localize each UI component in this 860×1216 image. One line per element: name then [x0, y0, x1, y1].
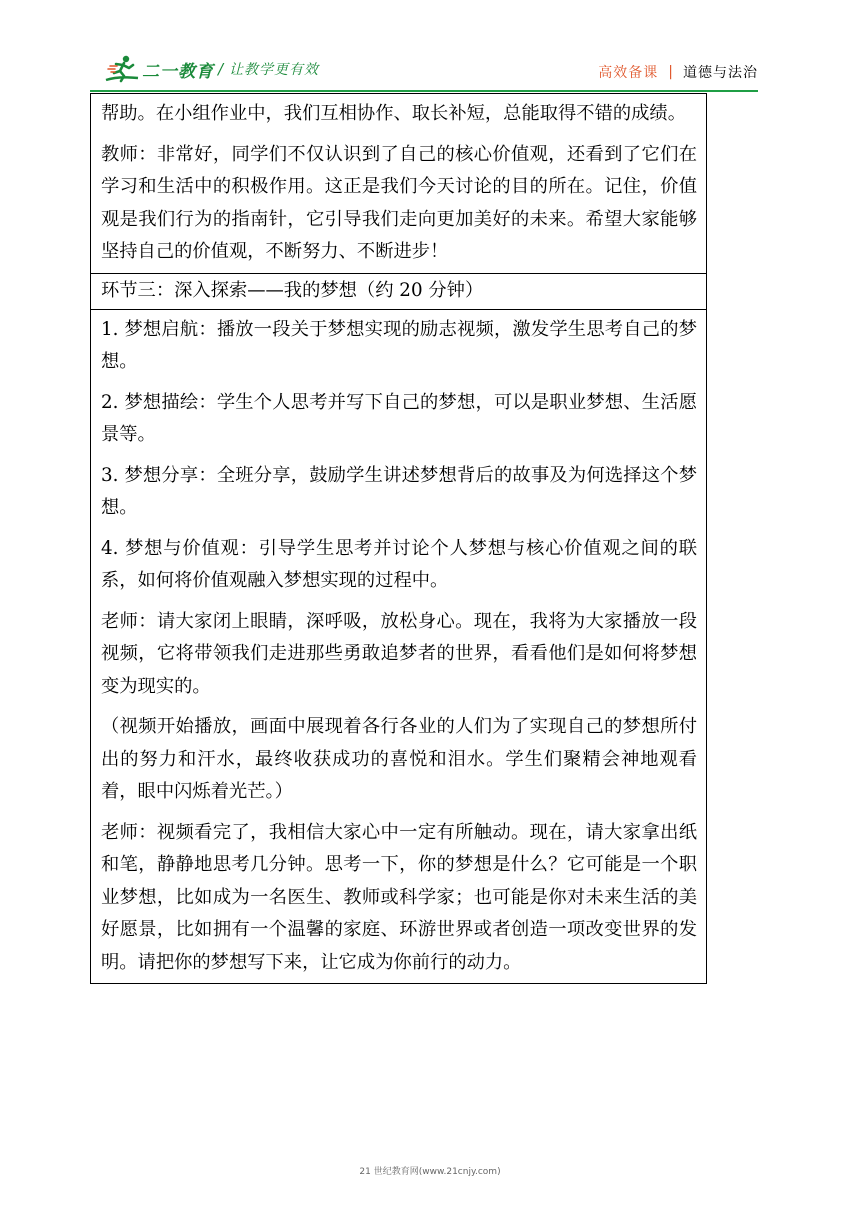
brand-slogan: 让教学更有效 — [229, 62, 320, 78]
brand-logo[interactable] — [104, 54, 319, 84]
header-tags — [598, 62, 758, 82]
header-divider-line — [90, 90, 758, 92]
page-footer: 21 世纪教育网(www.21cnjy.com) — [359, 1167, 501, 1177]
header-separator: | — [668, 64, 673, 80]
paragraph: 教师：非常好，同学们不仅认识到了自己的核心价值观，还看到了它们在学习和生活中的积极作用。这正是我们今天讨论的目的所在。记住，价值观是我们行为的指南针，它引导我们走向更加美好的未来。希望大家能够坚持自己的价值观，不断努力、不断进步！ — [101, 143, 697, 262]
activity-item: 1. 梦想启航：播放一段关于梦想实现的励志视频，激发学生思考自己的梦想。 — [101, 318, 697, 372]
table-row — [91, 94, 707, 274]
table-cell-activities — [91, 309, 707, 984]
brand-divider: / — [218, 60, 224, 78]
table-row — [91, 309, 707, 984]
paragraph: 老师：请大家闭上眼睛，深呼吸，放松身心。现在，我将为大家播放一段视频，它将带领我们走进那些勇敢追梦者的世界，看看他们是如何将梦想变为现实的。 — [101, 610, 697, 697]
activity-item: 4. 梦想与价值观：引导学生思考并讨论个人梦想与核心价值观之间的联系，如何将价值观融入梦想实现的过程中。 — [101, 537, 697, 591]
subject-tag: 道德与法治 — [683, 65, 758, 81]
lesson-plan-table — [90, 93, 707, 984]
table-cell-discussion — [91, 94, 707, 274]
course-tag: 高效备课 — [598, 65, 659, 81]
activity-item: 2. 梦想描绘：学生个人思考并写下自己的梦想，可以是职业梦想、生活愿景等。 — [101, 391, 697, 445]
activity-item: 3. 梦想分享：全班分享，鼓励学生讲述梦想背后的故事及为何选择这个梦想。 — [101, 464, 697, 518]
page-header — [90, 50, 758, 92]
brand-name: 二一教育 — [142, 61, 214, 82]
table-row — [91, 273, 707, 309]
paragraph: 帮助。在小组作业中，我们互相协作、取长补短，总能取得不错的成绩。 — [101, 103, 686, 124]
runner-icon — [104, 54, 140, 84]
paragraph: （视频开始播放，画面中展现着各行各业的人们为了实现自己的梦想所付出的努力和汗水，最终收获成功的喜悦和泪水。学生们聚精会神地观看着，眼中闪烁着光芒。） — [101, 716, 697, 802]
paragraph: 老师：视频看完了，我相信大家心中一定有所触动。现在，请大家拿出纸和笔，静静地思考几分钟。思考一下，你的梦想是什么？它可能是一个职业梦想，比如成为一名医生、教师或科学家；也可能是你对未来生活的美好愿景，比如拥有一个温馨的家庭、环游世界或者创造一项改变世界的发明。请把你的梦想写下来，让它成为你前行的动力。 — [101, 821, 697, 973]
section-title: 环节三：深入探索——我的梦想（约 20 分钟） — [91, 273, 707, 309]
